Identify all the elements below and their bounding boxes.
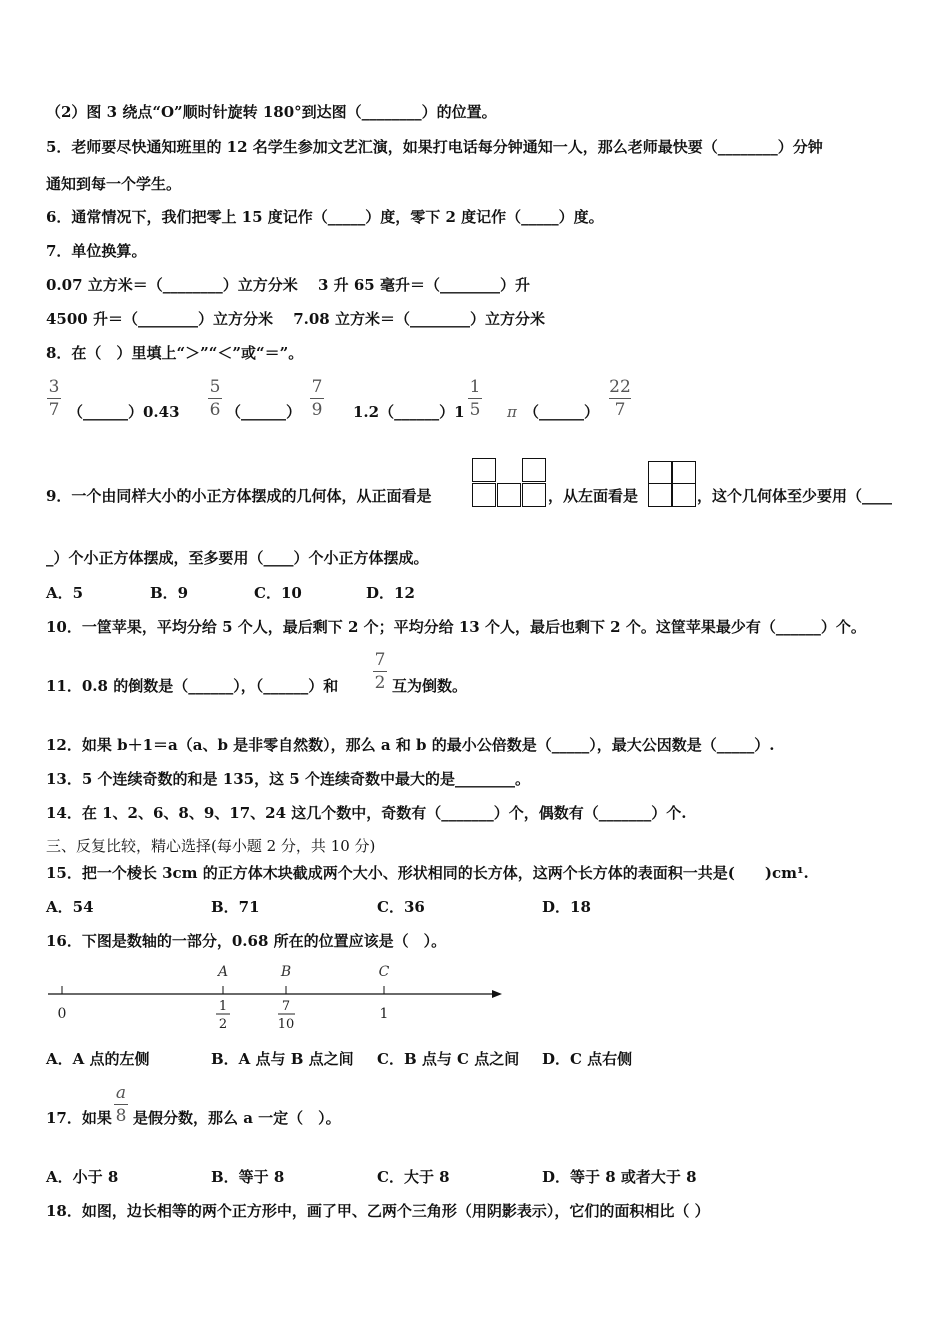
question-4-part-2: （2）图 3 绕点“O”顺时针旋转 180°到达图（________）的位置。 bbox=[46, 103, 497, 121]
fraction-numerator: a bbox=[115, 1083, 127, 1103]
fraction-numerator: 1 bbox=[469, 377, 481, 397]
q15-option-a: A．54 bbox=[46, 898, 94, 916]
q17-option-a: A．小于 8 bbox=[46, 1168, 119, 1186]
fraction-numerator: 5 bbox=[209, 377, 221, 397]
q9-option-a: A．5 bbox=[46, 584, 84, 602]
q17-option-b: B．等于 8 bbox=[211, 1168, 285, 1186]
question-9-part-b: ，从左面看是 bbox=[548, 487, 639, 505]
q9-option-c: C．10 bbox=[254, 584, 302, 602]
fraction-7-2 bbox=[373, 651, 387, 692]
q16-option-b: B．A 点与 B 点之间 bbox=[211, 1050, 354, 1068]
question-12: 12．如果 b＋1＝a（a、b 是非零自然数），那么 a 和 b 的最小公倍数是（_____），最大公因数是（_____）. bbox=[46, 736, 775, 754]
fraction-denominator: 7 bbox=[614, 400, 626, 420]
fraction-denominator: 8 bbox=[115, 1106, 127, 1126]
q16-option-a: A．A 点的左侧 bbox=[46, 1050, 150, 1068]
fraction-denominator: 6 bbox=[209, 400, 221, 420]
question-14: 14．在 1、2、6、8、9、17、24 这几个数中，奇数有（_______）个，偶数有（_______）个. bbox=[46, 804, 687, 822]
fraction-denominator: 9 bbox=[311, 400, 323, 420]
section-3-heading: 三、反复比较，精心选择(每小题 2 分，共 10 分) bbox=[46, 837, 376, 855]
q16-option-d: D．C 点右侧 bbox=[542, 1050, 633, 1068]
fraction-numerator: 3 bbox=[48, 377, 60, 397]
tick-label-one: 1 bbox=[379, 1006, 389, 1022]
fraction-denominator: 7 bbox=[48, 400, 60, 420]
fraction-1-5 bbox=[468, 378, 482, 419]
fraction-5-6 bbox=[208, 378, 222, 419]
q17-option-d: D．等于 8 或者大于 8 bbox=[542, 1168, 697, 1186]
point-label-c: C bbox=[378, 964, 390, 980]
fraction-numerator: 22 bbox=[609, 377, 631, 397]
point-label-b: B bbox=[280, 964, 292, 980]
question-18: 18．如图，边长相等的两个正方形中，画了甲、乙两个三角形（用阴影表示），它们的面积相比（ ） bbox=[46, 1202, 710, 1220]
question-13: 13．5 个连续奇数的和是 135，这 5 个连续奇数中最大的是________。 bbox=[46, 770, 530, 788]
question-9-part-a: 9．一个由同样大小的小正方体摆成的几何体，从正面看是 bbox=[46, 487, 432, 505]
fraction-denominator: 2 bbox=[374, 673, 386, 693]
question-16: 16．下图是数轴的一部分，0.68 所在的位置应该是（ ）。 bbox=[46, 932, 447, 950]
left-view-figure bbox=[648, 461, 698, 508]
number-line-arrow bbox=[492, 990, 502, 998]
question-11-part-a: 11．0.8 的倒数是（______），（______）和 bbox=[46, 677, 339, 695]
question-17-part-a: 17．如果 bbox=[46, 1109, 112, 1127]
q15-option-c: C．36 bbox=[377, 898, 425, 916]
question-7: 7．单位换算。 bbox=[46, 242, 147, 260]
q15-option-b: B．71 bbox=[211, 898, 260, 916]
question-11-part-b: 互为倒数。 bbox=[392, 677, 468, 695]
fraction-7-9 bbox=[310, 378, 324, 419]
fraction-denominator: 5 bbox=[469, 400, 481, 420]
tick-label-a-num: 1 bbox=[218, 999, 228, 1014]
fraction-22-7 bbox=[609, 378, 631, 419]
question-9-text-1 bbox=[46, 486, 431, 506]
tick-label-a-den: 2 bbox=[218, 1017, 228, 1032]
compare-item-3: 1.2（______）1 bbox=[353, 403, 465, 421]
fraction-numerator: 7 bbox=[311, 377, 323, 397]
q9-option-b: B．9 bbox=[150, 584, 189, 602]
fraction-3-7 bbox=[47, 378, 61, 419]
question-6: 6．通常情况下，我们把零上 15 度记作（_____）度，零下 2 度记作（_____）度。 bbox=[46, 208, 604, 226]
q9-option-d: D．12 bbox=[366, 584, 415, 602]
q15-option-d: D．18 bbox=[542, 898, 591, 916]
pi-symbol: π bbox=[507, 403, 517, 421]
compare-item-1: （______）0.43 bbox=[68, 403, 180, 421]
tick-label-b-num: 7 bbox=[281, 999, 291, 1014]
question-7-row-1: 0.07 立方米＝（________）立方分米 3 升 65 毫升＝（________）升 bbox=[46, 276, 530, 294]
fraction-numerator: 7 bbox=[374, 650, 386, 670]
question-17-part-b: 是假分数，那么 a 一定（ ）。 bbox=[133, 1109, 341, 1127]
question-9-part-c: ，这个几何体至少要用（____ bbox=[697, 487, 893, 505]
compare-item-4: （______） bbox=[524, 403, 600, 421]
point-label-a: A bbox=[217, 964, 229, 980]
q16-option-c: C．B 点与 C 点之间 bbox=[377, 1050, 520, 1068]
tick-label-zero: 0 bbox=[57, 1006, 67, 1022]
number-line bbox=[40, 958, 520, 1036]
question-15: 15．把一个棱长 3cm 的正方体木块截成两个大小、形状相同的长方体，这两个长方体的表面积一共是( )cm¹. bbox=[46, 864, 809, 882]
question-7-row-2: 4500 升＝（________）立方分米 7.08 立方米＝（________）立方分米 bbox=[46, 310, 545, 328]
question-5-line-2: 通知到每一个学生。 bbox=[46, 175, 182, 193]
front-view-figure bbox=[472, 458, 548, 508]
q17-option-c: C．大于 8 bbox=[377, 1168, 450, 1186]
fraction-a-8 bbox=[114, 1084, 128, 1125]
question-10: 10．一筐苹果，平均分给 5 个人，最后剩下 2 个；平均分给 13 个人，最后也剩下 2 个。这筐苹果最少有（______）个。 bbox=[46, 618, 866, 636]
question-8: 8．在（ ）里填上“＞”“＜”或“＝”。 bbox=[46, 344, 304, 362]
question-9-part-d: _）个小正方体摆成，至多要用（____）个小正方体摆成。 bbox=[46, 549, 429, 567]
compare-item-2: （______） bbox=[226, 403, 302, 421]
question-5-line-1: 5．老师要尽快通知班里的 12 名学生参加文艺汇演，如果打电话每分钟通知一人，那么老师最快要（________）分钟 bbox=[46, 138, 823, 156]
tick-label-b-den: 10 bbox=[277, 1017, 295, 1032]
